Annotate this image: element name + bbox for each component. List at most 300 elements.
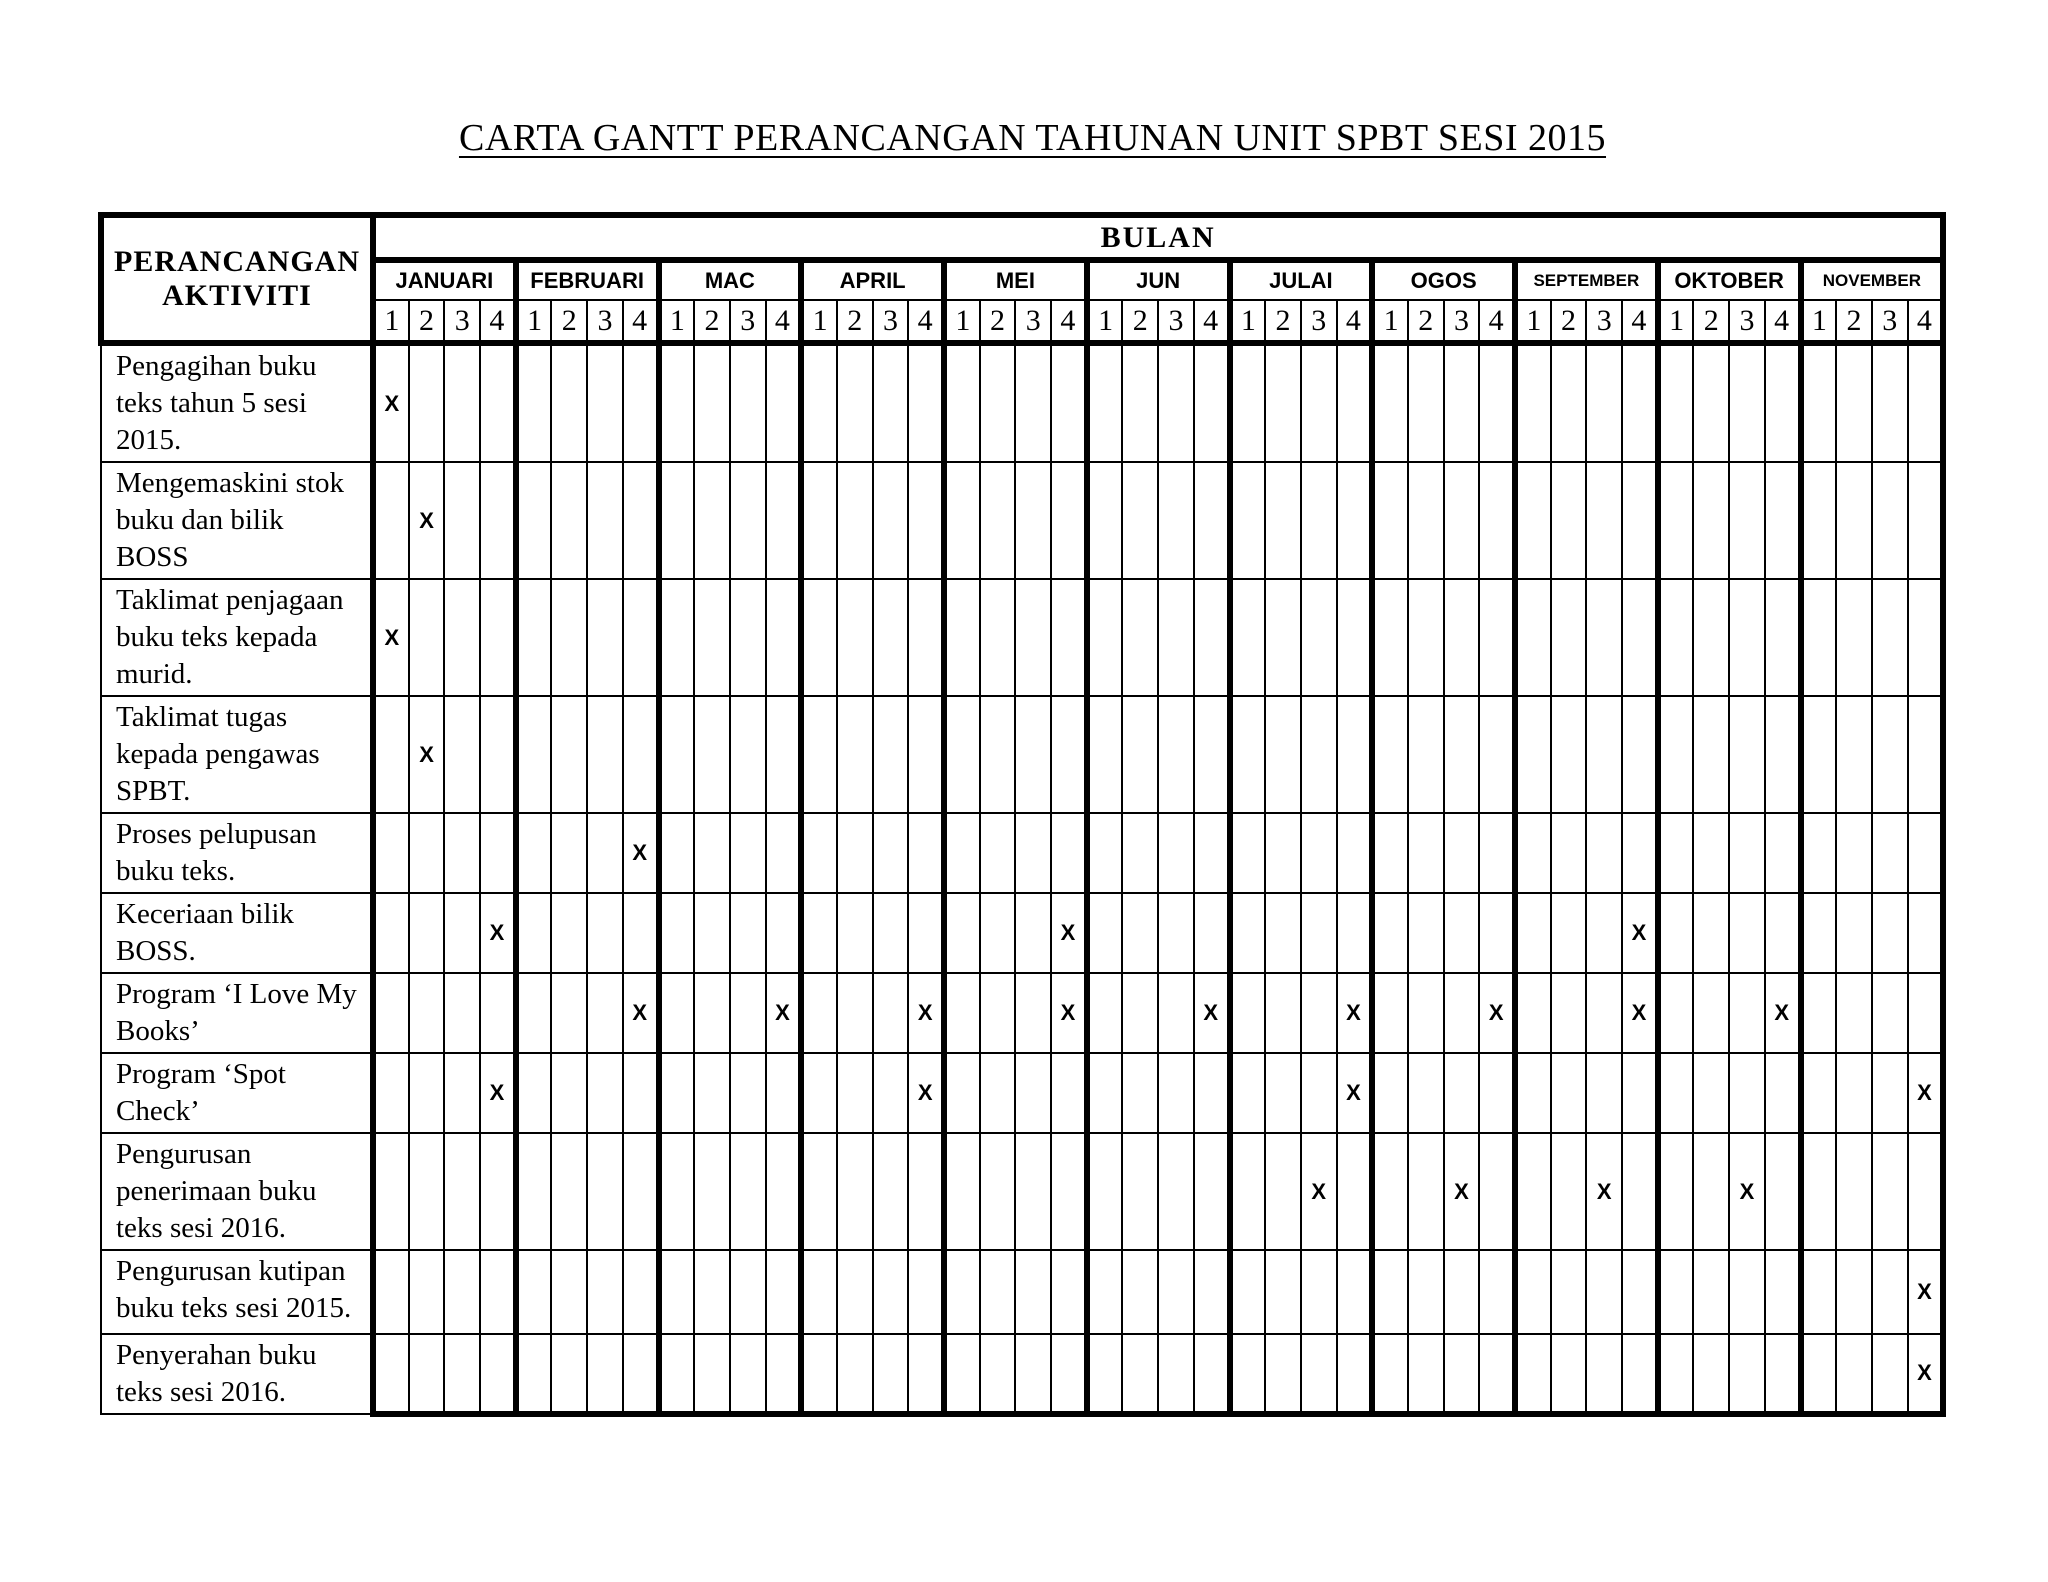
gantt-cell [587, 893, 623, 973]
gantt-cell [801, 1250, 837, 1334]
gantt-cell [1658, 1250, 1694, 1334]
gantt-cell [1408, 579, 1444, 696]
gantt-cell [1230, 973, 1266, 1053]
activity-name: Proses pelupusan buku teks. [101, 813, 373, 893]
gantt-cell [1051, 1250, 1087, 1334]
gantt-cell [1337, 893, 1373, 973]
gantt-cell [1408, 973, 1444, 1053]
gantt-cell [694, 1250, 730, 1334]
gantt-cell [1444, 696, 1480, 813]
gantt-cell [1122, 1133, 1158, 1250]
gantt-cell [1015, 462, 1051, 579]
gantt-cell [980, 973, 1016, 1053]
gantt-cell [1836, 462, 1872, 579]
gantt-cell [623, 973, 659, 1053]
gantt-cell [801, 462, 837, 579]
gantt-cell [1836, 696, 1872, 813]
gantt-cell [444, 696, 480, 813]
gantt-cell [516, 813, 552, 893]
gantt-cell [1551, 1133, 1587, 1250]
gantt-cell [908, 893, 944, 973]
gantt-cell [1408, 1334, 1444, 1414]
week-header-oktober-2: 2 [1693, 300, 1729, 343]
gantt-cell [1122, 579, 1158, 696]
gantt-cell [373, 343, 409, 462]
activity-name: Pengagihan buku teks tahun 5 sesi 2015. [101, 343, 373, 462]
gantt-cell [1765, 343, 1801, 462]
gantt-cell [908, 462, 944, 579]
gantt-cell [1265, 973, 1301, 1053]
gantt-cell [1265, 343, 1301, 462]
gantt-cell [444, 1250, 480, 1334]
gantt-cell [1051, 579, 1087, 696]
week-header-jun-2: 2 [1122, 300, 1158, 343]
gantt-cell [1908, 1334, 1944, 1414]
gantt-cell [1122, 1053, 1158, 1133]
activity-header-line1: PERANCANGAN [114, 245, 360, 278]
gantt-cell [837, 1133, 873, 1250]
gantt-cell [1301, 1053, 1337, 1133]
month-header-ogos: OGOS [1372, 260, 1515, 300]
gantt-cell [1836, 579, 1872, 696]
week-header-april-2: 2 [837, 300, 873, 343]
gantt-cell [1479, 813, 1515, 893]
gantt-cell [1408, 343, 1444, 462]
gantt-cell [1479, 973, 1515, 1053]
schedule-mark: X [1596, 1178, 1612, 1204]
gantt-cell [623, 343, 659, 462]
gantt-cell [1265, 462, 1301, 579]
gantt-cell [587, 1250, 623, 1334]
gantt-cell [837, 579, 873, 696]
gantt-cell [1408, 1250, 1444, 1334]
gantt-cell [444, 462, 480, 579]
gantt-cell [480, 343, 516, 462]
gantt-cell [1586, 696, 1622, 813]
gantt-cell [1515, 813, 1551, 893]
gantt-cell [1158, 1053, 1194, 1133]
gantt-cell [1836, 813, 1872, 893]
gantt-cell [516, 579, 552, 696]
gantt-cell [409, 893, 445, 973]
gantt-cell [944, 696, 980, 813]
gantt-cell [1515, 579, 1551, 696]
gantt-cell [1515, 1334, 1551, 1414]
gantt-cell [1372, 973, 1408, 1053]
activity-name: Pengurusan kutipan buku teks sesi 2015. [101, 1250, 373, 1334]
week-header-september-3: 3 [1586, 300, 1622, 343]
gantt-cell [1444, 579, 1480, 696]
week-header-jun-4: 4 [1194, 300, 1230, 343]
gantt-cell [1337, 343, 1373, 462]
gantt-cell [1194, 813, 1230, 893]
gantt-cell [1337, 1250, 1373, 1334]
gantt-cell [1301, 973, 1337, 1053]
gantt-cell [1087, 462, 1123, 579]
week-header-oktober-3: 3 [1729, 300, 1765, 343]
gantt-cell [1586, 893, 1622, 973]
gantt-cell [1872, 579, 1908, 696]
activity-name: Taklimat tugas kepada pengawas SPBT. [101, 696, 373, 813]
gantt-cell [730, 1133, 766, 1250]
gantt-chart-table [98, 212, 1946, 1417]
gantt-cell [801, 893, 837, 973]
activity-name: Taklimat penjagaan buku teks kepada murid. [101, 579, 373, 696]
gantt-cell [837, 1053, 873, 1133]
gantt-cell [587, 1334, 623, 1414]
gantt-cell [766, 343, 802, 462]
gantt-cell [587, 579, 623, 696]
week-header-jun-1: 1 [1087, 300, 1123, 343]
gantt-cell [1015, 893, 1051, 973]
schedule-mark: X [1060, 1000, 1076, 1025]
gantt-cell [551, 579, 587, 696]
gantt-cell [623, 462, 659, 579]
gantt-cell [1765, 813, 1801, 893]
gantt-cell [444, 973, 480, 1053]
week-header-november-4: 4 [1908, 300, 1944, 343]
gantt-cell [373, 893, 409, 973]
gantt-cell [1479, 579, 1515, 696]
gantt-cell [980, 813, 1016, 893]
gantt-cell [1337, 696, 1373, 813]
gantt-cell [1872, 973, 1908, 1053]
gantt-cell [1765, 1053, 1801, 1133]
gantt-cell [1230, 1250, 1266, 1334]
gantt-cell [766, 1334, 802, 1414]
gantt-cell [1801, 1334, 1837, 1414]
week-header-mei-4: 4 [1051, 300, 1087, 343]
gantt-cell [1194, 579, 1230, 696]
gantt-cell [1729, 462, 1765, 579]
gantt-cell [980, 1053, 1016, 1133]
gantt-cell [516, 462, 552, 579]
gantt-cell [944, 1133, 980, 1250]
gantt-cell [801, 343, 837, 462]
gantt-cell [516, 893, 552, 973]
gantt-cell [1087, 813, 1123, 893]
gantt-cell [801, 1133, 837, 1250]
gantt-cell [1658, 462, 1694, 579]
gantt-cell [587, 813, 623, 893]
gantt-cell [1337, 1133, 1373, 1250]
month-header-november: NOVEMBER [1801, 260, 1944, 300]
gantt-cell [1372, 813, 1408, 893]
gantt-cell [1479, 462, 1515, 579]
gantt-cell [1337, 579, 1373, 696]
gantt-cell [873, 696, 909, 813]
gantt-cell [1158, 1133, 1194, 1250]
gantt-cell [1801, 462, 1837, 579]
gantt-cell [623, 813, 659, 893]
gantt-cell [1194, 973, 1230, 1053]
gantt-cell [1729, 696, 1765, 813]
gantt-cell [659, 579, 695, 696]
gantt-cell [1586, 1133, 1622, 1250]
gantt-cell [1765, 462, 1801, 579]
gantt-cell [1622, 1250, 1658, 1334]
gantt-cell [1122, 1250, 1158, 1334]
week-header-mei-2: 2 [980, 300, 1016, 343]
gantt-cell [623, 696, 659, 813]
gantt-cell [1479, 1250, 1515, 1334]
gantt-cell [1586, 343, 1622, 462]
gantt-cell [1194, 1133, 1230, 1250]
gantt-cell [516, 1053, 552, 1133]
gantt-cell [1158, 343, 1194, 462]
schedule-mark: X [1917, 1080, 1932, 1105]
gantt-cell [908, 343, 944, 462]
gantt-cell [1194, 343, 1230, 462]
gantt-cell [1408, 462, 1444, 579]
gantt-cell [730, 1053, 766, 1133]
gantt-cell [409, 579, 445, 696]
gantt-cell [801, 813, 837, 893]
gantt-cell [551, 696, 587, 813]
gantt-cell [1622, 343, 1658, 462]
gantt-cell [373, 579, 409, 696]
activity-row [101, 1334, 1943, 1414]
gantt-cell [1301, 462, 1337, 579]
gantt-cell [1444, 1053, 1480, 1133]
gantt-cell [1729, 813, 1765, 893]
schedule-mark: X [1631, 920, 1647, 945]
gantt-cell [1051, 1334, 1087, 1414]
gantt-cell [694, 1053, 730, 1133]
gantt-cell [1551, 893, 1587, 973]
week-header-januari-1: 1 [373, 300, 409, 343]
gantt-cell [1622, 973, 1658, 1053]
gantt-cell [373, 813, 409, 893]
gantt-cell [1301, 1334, 1337, 1414]
schedule-mark: X [1203, 1000, 1218, 1025]
gantt-cell [980, 696, 1016, 813]
gantt-cell [551, 893, 587, 973]
gantt-cell [1337, 462, 1373, 579]
activity-name: Keceriaan bilik BOSS. [101, 893, 373, 973]
schedule-mark: X [1917, 1279, 1932, 1304]
gantt-cell [873, 893, 909, 973]
week-header-julai-2: 2 [1265, 300, 1301, 343]
gantt-cell [480, 1250, 516, 1334]
gantt-cell [1693, 579, 1729, 696]
gantt-cell [1337, 1334, 1373, 1414]
week-header-julai-4: 4 [1337, 300, 1373, 343]
gantt-cell [1801, 893, 1837, 973]
gantt-cell [694, 462, 730, 579]
activity-row [101, 696, 1943, 813]
gantt-cell [766, 893, 802, 973]
gantt-cell [1515, 462, 1551, 579]
gantt-cell [1551, 1250, 1587, 1334]
gantt-cell [1051, 462, 1087, 579]
schedule-mark: X [1488, 1000, 1504, 1025]
gantt-cell [1658, 973, 1694, 1053]
gantt-cell [1230, 1053, 1266, 1133]
gantt-cell [730, 343, 766, 462]
schedule-mark: X [1346, 1000, 1361, 1025]
gantt-cell [1444, 893, 1480, 973]
activity-rows [101, 343, 1943, 1414]
gantt-cell [730, 1334, 766, 1414]
gantt-cell [694, 1133, 730, 1250]
schedule-mark: X [632, 1000, 647, 1025]
activity-row [101, 343, 1943, 462]
gantt-cell [1194, 1334, 1230, 1414]
week-header-september-1: 1 [1515, 300, 1551, 343]
gantt-cell [1693, 813, 1729, 893]
gantt-cell [551, 1133, 587, 1250]
week-header-februari-1: 1 [516, 300, 552, 343]
gantt-cell [1408, 893, 1444, 973]
schedule-mark: X [632, 840, 647, 865]
gantt-cell [516, 973, 552, 1053]
week-header-september-2: 2 [1551, 300, 1587, 343]
gantt-cell [1836, 1053, 1872, 1133]
gantt-cell [587, 462, 623, 579]
gantt-cell [694, 696, 730, 813]
gantt-cell [873, 1053, 909, 1133]
gantt-cell [1836, 1250, 1872, 1334]
gantt-cell [587, 1053, 623, 1133]
gantt-cell [1372, 343, 1408, 462]
activity-name: Program ‘I Love My Books’ [101, 973, 373, 1053]
gantt-cell [659, 813, 695, 893]
gantt-cell [980, 1250, 1016, 1334]
gantt-cell [1729, 343, 1765, 462]
gantt-cell [730, 462, 766, 579]
gantt-cell [480, 1334, 516, 1414]
month-header-februari: FEBRUARI [516, 260, 659, 300]
gantt-cell [1301, 1133, 1337, 1250]
gantt-cell [1015, 973, 1051, 1053]
gantt-cell [730, 893, 766, 973]
gantt-cell [1586, 1250, 1622, 1334]
gantt-cell [1551, 813, 1587, 893]
gantt-cell [480, 579, 516, 696]
schedule-mark: X [917, 1000, 933, 1025]
gantt-cell [944, 1250, 980, 1334]
gantt-cell [480, 1133, 516, 1250]
gantt-cell [551, 813, 587, 893]
gantt-cell [1551, 462, 1587, 579]
week-header-september-4: 4 [1622, 300, 1658, 343]
gantt-cell [1051, 973, 1087, 1053]
gantt-cell [1622, 893, 1658, 973]
gantt-cell [1622, 1133, 1658, 1250]
gantt-cell [944, 973, 980, 1053]
week-header-februari-4: 4 [623, 300, 659, 343]
week-header-november-1: 1 [1801, 300, 1837, 343]
gantt-cell [1693, 893, 1729, 973]
gantt-cell [1444, 973, 1480, 1053]
gantt-cell [1230, 343, 1266, 462]
activity-row [101, 973, 1943, 1053]
week-header-mac-2: 2 [694, 300, 730, 343]
gantt-cell [1122, 813, 1158, 893]
gantt-cell [944, 343, 980, 462]
gantt-cell [1658, 893, 1694, 973]
gantt-cell [1372, 696, 1408, 813]
gantt-cell [1444, 1250, 1480, 1334]
gantt-cell [1658, 579, 1694, 696]
gantt-cell [1051, 893, 1087, 973]
gantt-cell [1872, 1250, 1908, 1334]
gantt-cell [694, 343, 730, 462]
week-header-mac-3: 3 [730, 300, 766, 343]
gantt-cell [409, 343, 445, 462]
gantt-cell [551, 973, 587, 1053]
week-header-ogos-3: 3 [1444, 300, 1480, 343]
gantt-cell [1908, 1133, 1944, 1250]
week-header-januari-3: 3 [444, 300, 480, 343]
schedule-mark: X [1631, 1000, 1647, 1025]
gantt-cell [1015, 696, 1051, 813]
gantt-cell [444, 893, 480, 973]
gantt-cell [1301, 343, 1337, 462]
month-group-header: BULAN [373, 215, 1943, 260]
gantt-cell [837, 1250, 873, 1334]
gantt-cell [1622, 813, 1658, 893]
gantt-cell [480, 462, 516, 579]
schedule-mark: X [1060, 920, 1076, 945]
gantt-cell [1301, 893, 1337, 973]
gantt-cell [1515, 343, 1551, 462]
gantt-cell [1122, 893, 1158, 973]
schedule-mark: X [1774, 1000, 1789, 1025]
month-header-september: SEPTEMBER [1515, 260, 1658, 300]
month-header-julai: JULAI [1230, 260, 1373, 300]
gantt-cell [444, 579, 480, 696]
gantt-cell [1908, 813, 1944, 893]
gantt-cell [1908, 893, 1944, 973]
gantt-cell [1051, 343, 1087, 462]
week-header-jun-3: 3 [1158, 300, 1194, 343]
gantt-cell [480, 696, 516, 813]
gantt-cell [1087, 1133, 1123, 1250]
gantt-cell [873, 1133, 909, 1250]
gantt-cell [1801, 1053, 1837, 1133]
gantt-cell [837, 973, 873, 1053]
gantt-cell [409, 813, 445, 893]
gantt-cell [1372, 1334, 1408, 1414]
gantt-cell [1622, 462, 1658, 579]
gantt-cell [1479, 1133, 1515, 1250]
schedule-mark: X [489, 1080, 505, 1105]
gantt-cell [373, 1053, 409, 1133]
gantt-cell [1729, 973, 1765, 1053]
gantt-cell [1801, 1133, 1837, 1250]
gantt-cell [944, 813, 980, 893]
week-header-februari-3: 3 [587, 300, 623, 343]
gantt-cell [873, 813, 909, 893]
gantt-cell [373, 1334, 409, 1414]
gantt-cell [730, 696, 766, 813]
month-header-row [101, 260, 1943, 300]
gantt-cell [1230, 696, 1266, 813]
gantt-cell [1265, 1133, 1301, 1250]
gantt-cell [1372, 1133, 1408, 1250]
gantt-cell [1087, 1250, 1123, 1334]
gantt-cell [1693, 1053, 1729, 1133]
gantt-cell [730, 579, 766, 696]
gantt-cell [1051, 1133, 1087, 1250]
gantt-cell [1872, 1334, 1908, 1414]
gantt-cell [908, 1250, 944, 1334]
gantt-cell [659, 1133, 695, 1250]
month-header-mac: MAC [659, 260, 802, 300]
gantt-cell [766, 1133, 802, 1250]
